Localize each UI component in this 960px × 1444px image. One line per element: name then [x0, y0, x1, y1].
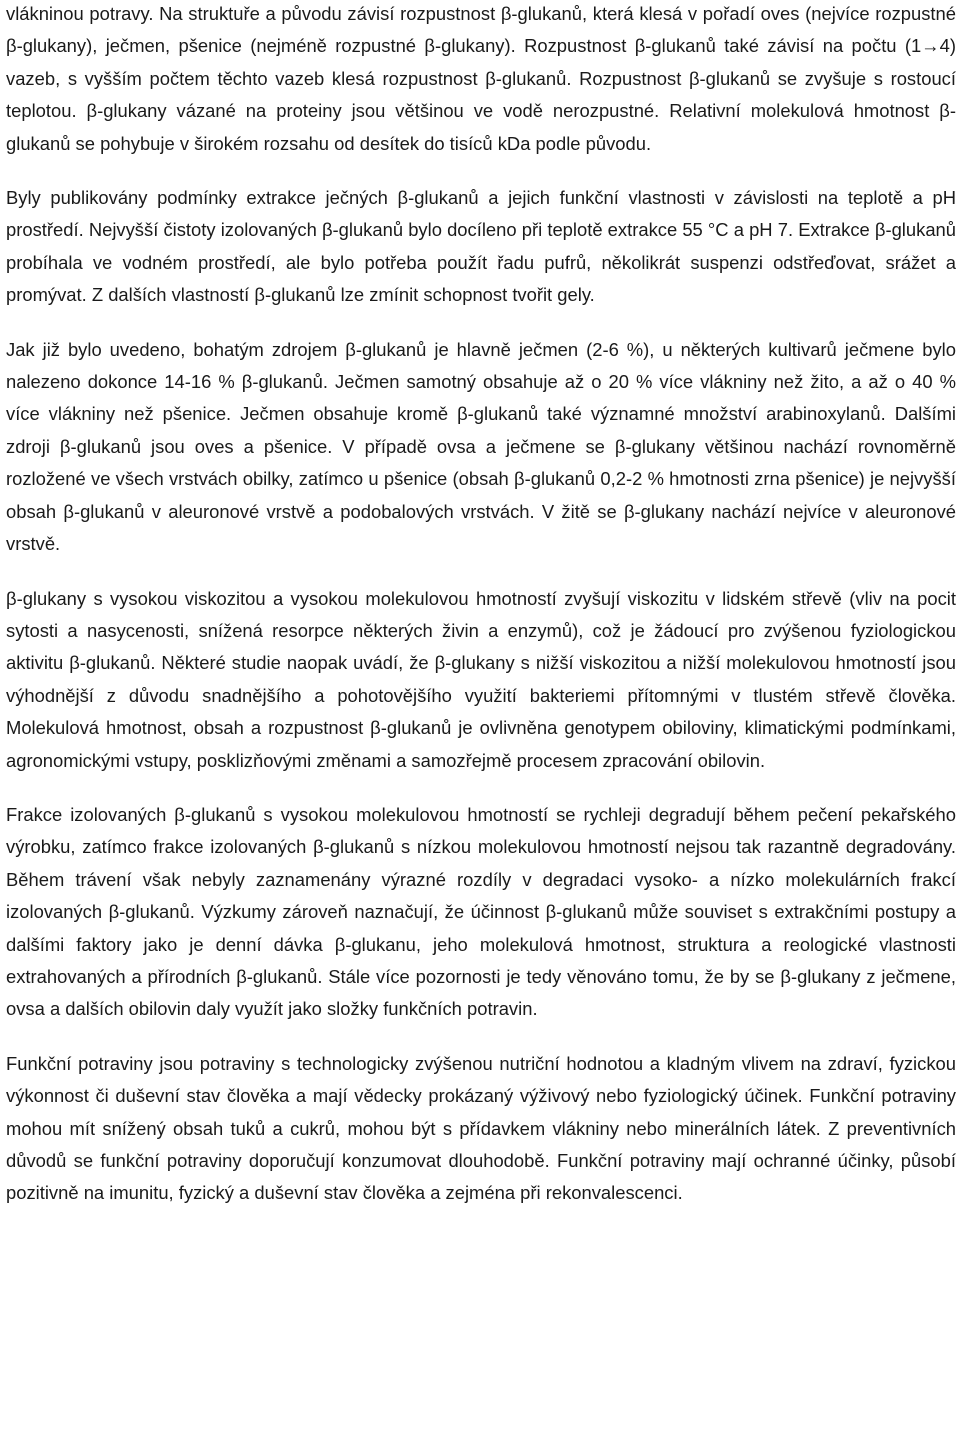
paragraph-beta-glucan-solubility: vlákninou potravy. Na struktuře a původu závisí rozpustnost β-glukanů, která klesá v pořadí oves (nejvíce rozpustné β-glukany), ječmen, pšenice (nejméně rozpustné β-glukany). Rozpustnost β-glukanů také závisí na počtu (1→4) vazeb, s vyšším počtem těchto vazeb klesá rozpustnost β-glukanů. Rozpustnost β-glukanů se zvyšuje s rostoucí teplotou. β-glukany vázané na proteiny jsou většinou ve vodě nerozpustné. Relativní molekulová hmotnost β-glukanů se pohybuje v širokém rozsahu od desítek do tisíců kDa podle původu. — [6, 3, 956, 154]
paragraph-functional-foods: Funkční potraviny jsou potraviny s technologicky zvýšenou nutriční hodnotou a kladným vlivem na zdraví, fyzickou výkonnost či duševní stav člověka a mají vědecky prokázaný výživový nebo fyziologický účinek. Funkční potraviny mohou mít snížený obsah tuků a cukrů, mohou být s přídavkem vlákniny nebo minerálních látek. Z preventivních důvodů se funkční potraviny doporučují konzumovat dlouhodobě. Funkční potraviny mají ochranné účinky, působí pozitivně na imunitu, fyzický a duševní stav člověka a zejména při rekonvalescenci. — [6, 1052, 956, 1204]
paragraph-sources: Jak již bylo uvedeno, bohatým zdrojem β-glukanů je hlavně ječmen (2-6 %), u některých kultivarů ječmene bylo nalezeno dokonce 14-16 % β-glukanů. Ječmen samotný obsahuje až o 20 % více vlákniny než žito, a až o 40 % více vlákniny než pšenice. Ječmen obsahuje kromě β-glukanů také významné množství arabinoxylanů. Dalšími zdroji β-glukanů jsou oves a pšenice. V případě ovsa a ječmene se β-glukany většinou nachází rovnoměrně rozložené ve všech vrstvách obilky, zatímco u pšenice (obsah β-glukanů 0,2-2 % hmotnosti zrna pšenice) je nejvyšší obsah β-glukanů v aleuronové vrstvě a podobalových vrstvách. V žitě se β-glukany nachází nejvíce v aleuronové vrstvě. — [6, 338, 956, 555]
paragraph-extraction-conditions: Byly publikovány podmínky extrakce ječných β-glukanů a jejich funkční vlastnosti v závislosti na teplotě a pH prostředí. Nejvyšší čistoty izolovaných β-glukanů bylo docíleno při teplotě extrakce 55 °C a pH 7. Extrakce β-glukanů probíhala ve vodném prostředí, ale bylo potřeba použít řadu pufrů, několikrát suspenzi odstřeďovat, srážet a promývat. Z dalších vlastností β-glukanů lze zmínit schopnost tvořit gely. — [6, 187, 956, 306]
paragraph-viscosity: β-glukany s vysokou viskozitou a vysokou molekulovou hmotností zvyšují viskozitu v lidském střevě (vliv na pocit sytosti a nasycenosti, snížená resorpce některých živin a enzymů), což je žádoucí pro zvýšenou fyziologickou aktivitu β-glukanů. Některé studie naopak uvádí, že β-glukany s nižší viskozitou a nižší molekulovou hmotností jsou výhodnější z důvodu snadnějšího a pohotovějšího využití bakteriemi přítomnými v tlustém střevě člověka. Molekulová hmotnost, obsah a rozpustnost β-glukanů je ovlivněna genotypem obiloviny, klimatickými podmínkami, agronomickými vstupy, posklizňovými změnami a samozřejmě procesem zpracování obilovin. — [6, 587, 956, 771]
paragraph-degradation: Frakce izolovaných β-glukanů s vysokou molekulovou hmotností se rychleji degradují během pečení pekařského výrobku, zatímco frakce izolovaných β-glukanů s nízkou molekulovou hmotností nejsou tak razantně degradovány. Během trávení však nebyly zaznamenány výrazné rozdíly v degradaci vysoko- a nízko molekulárních frakcí izolovaných β-glukanů. Výzkumy zároveň naznačují, že účinnost β-glukanů může souviset s extrakčními postupy a dalšími faktory jako je denní dávka β-glukanu, jeho molekulová hmotnost, struktura a reologické vlastnosti extrahovaných a přírodních β-glukanů. Stále více pozornosti je tedy věnováno tomu, že by se β-glukany z ječmene, ovsa a dalších obilovin daly využít jako složky funkčních potravin. — [6, 803, 956, 1020]
document-page — [6, 0, 956, 1232]
